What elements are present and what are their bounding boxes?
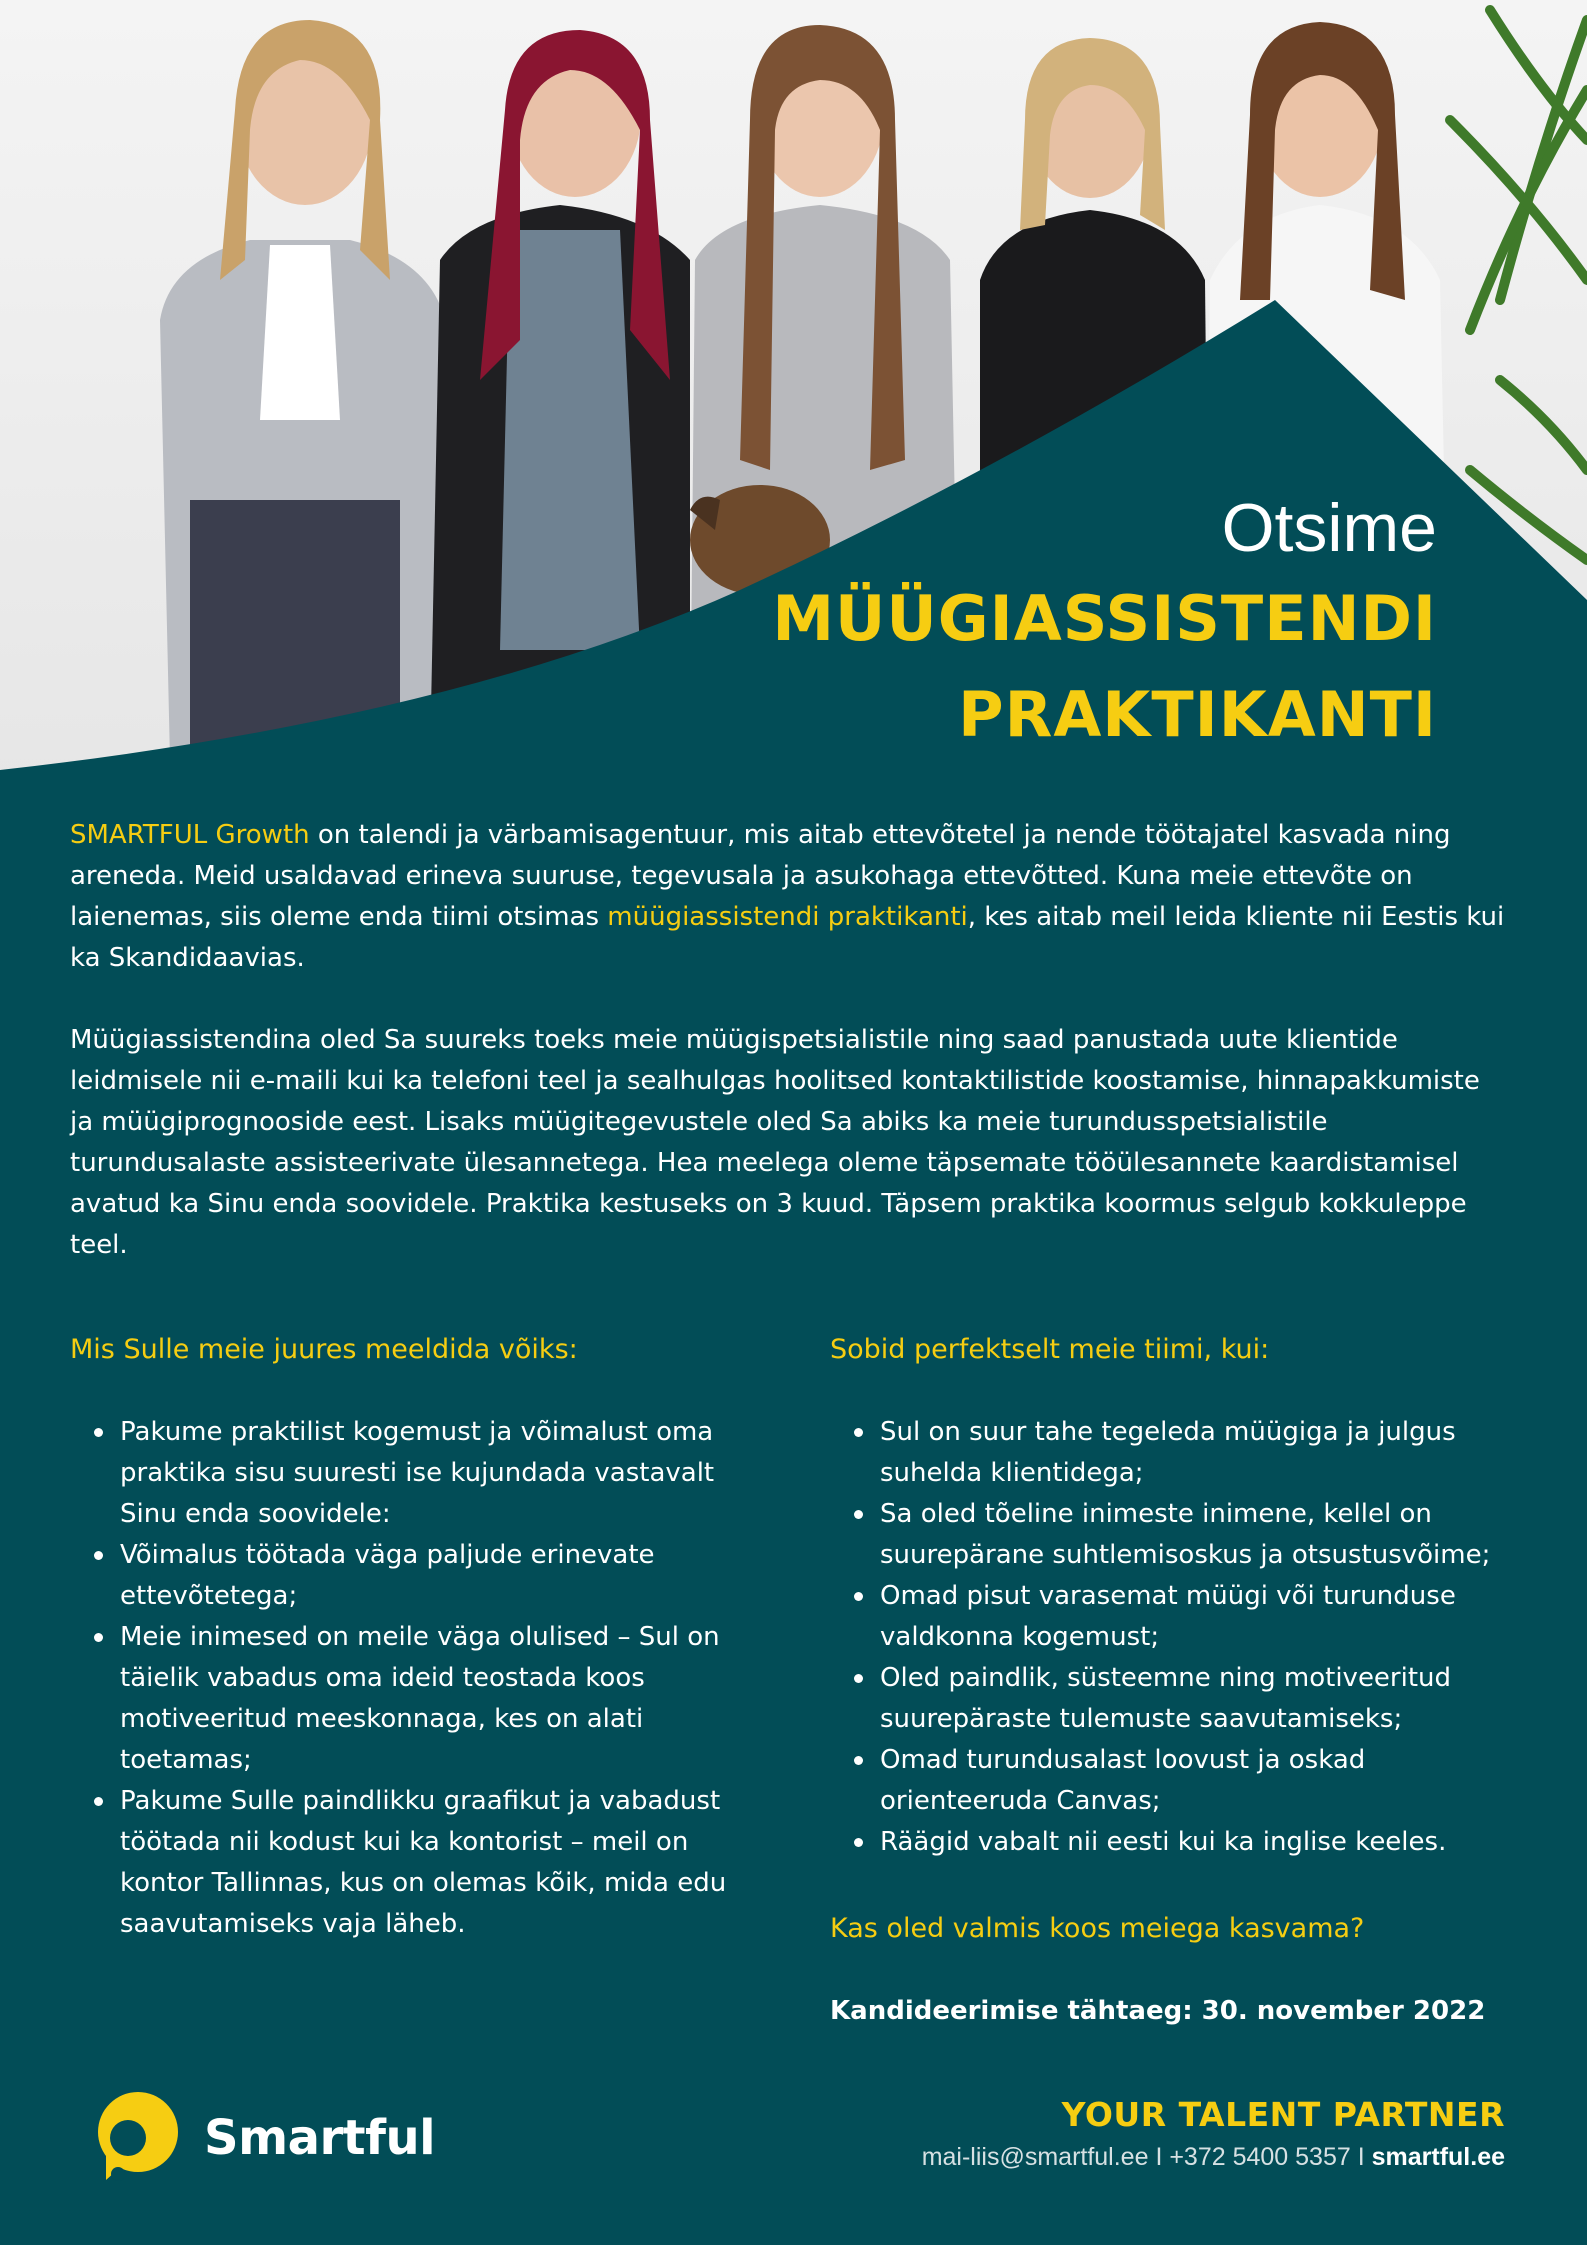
list-item: Omad pisut varasemat müügi või turunduse valdkonna kogemust; (880, 1576, 1530, 1658)
list-item: Sa oled tõeline inimeste inimene, kellel on suurepärane suhtlemisoskus ja otsustusvõime; (880, 1494, 1530, 1576)
application-deadline: Kandideerimise tähtaeg: 30. november 2022 (830, 1996, 1486, 2026)
list-item: Meie inimesed on meile väga olulised – Sul on täielik vabadus oma ideid teostada koos motiveeritud meeskonnaga, kes on alati toetamas; (120, 1617, 770, 1781)
headline-line-1: MÜÜGIASSISTENDI (772, 582, 1437, 655)
contact-line (922, 2137, 1505, 2177)
intro-text (70, 815, 1510, 1307)
headline-line-2: PRAKTIKANTI (958, 678, 1437, 751)
list-item: Pakume praktilist kogemust ja võimalust oma praktika sisu suuresti ise kujundada vastavalt Sinu enda soovidele: (120, 1412, 770, 1535)
benefits-column (70, 1328, 770, 1945)
benefits-title: Mis Sulle meie juures meeldida võiks: (70, 1334, 578, 1365)
list-item: Omad turundusalast loovust ja oskad orienteeruda Canvas; (880, 1740, 1530, 1822)
benefits-list (70, 1412, 770, 1945)
footer-contact (922, 2093, 1505, 2177)
intro-text-b: , kes aitab meil leida kliente nii Eestis kui ka Skandidaavias. (70, 902, 1505, 973)
logo-text: Smartful (204, 2110, 436, 2166)
requirements-column (830, 1328, 1530, 2032)
headline (772, 485, 1437, 763)
list-item: Võimalus töötada väga paljude erinevate ettevõtetega; (120, 1535, 770, 1617)
contact-details: mai-liis@smartful.ee I +372 5400 5357 I (921, 2143, 1372, 2171)
intro-paragraph-2: Müügiassistendina oled Sa suureks toeks meie müügispetsialistile ning saad panustada uute klientide leidmisele nii e-maili kui ka telefoni teel ja sealhulgas hoolitsed kontaktilistide koostamise, hinnapakkumiste ja müügiprognooside eest. Lisaks müügitegevustele oled Sa abiks ka meie turundusspetsialistile turundusalaste assisteerivate ülesannetega. Hea meelega oleme täpsemate tööülesannete kaardistamisel avatud ka Sinu enda soovidele. Praktika kestuseks on 3 kuud. Täpsem praktika koormus selgub kokkuleppe teel. (70, 1025, 1480, 1260)
brand-name: SMARTFUL Growth (70, 820, 310, 850)
list-item: Sul on suur tahe tegeleda müügiga ja julgus suhelda klientidega; (880, 1412, 1530, 1494)
requirements-list (830, 1412, 1530, 1863)
list-item: Oled paindlik, süsteemne ning motiveeritud suurepäraste tulemuste saavutamiseks; (880, 1658, 1530, 1740)
hero-section (0, 0, 1587, 800)
intro-paragraph-1 (70, 815, 1510, 979)
requirements-title: Sobid perfektselt meie tiimi, kui: (830, 1334, 1270, 1365)
website-link[interactable]: smartful.ee (1371, 2143, 1505, 2171)
smartful-logo (92, 2092, 435, 2184)
list-item: Pakume Sulle paindlikku graafikut ja vabadust töötada nii kodust kui ka kontorist – meil on kontor Tallinnas, kus on olemas kõik, mida edu saavutamiseks vaja läheb. (120, 1781, 770, 1945)
smartful-logo-icon (92, 2092, 184, 2184)
list-item: Räägid vabalt nii eesti kui ka inglise keeles. (880, 1822, 1530, 1863)
tagline: YOUR TALENT PARTNER (1061, 2095, 1505, 2134)
cta-title: Kas oled valmis koos meiega kasvama? (830, 1913, 1365, 1944)
role-highlight: müügiassistendi praktikanti (607, 902, 968, 932)
intro-text-a: on talendi ja värbamisagentuur, mis aitab ettevõtetel ja nende töötajatel kasvada ning areneda. Meid usaldavad erineva suuruse, tegevusala ja asukohaga ettevõtted. Kuna meie ettevõte on laienemas, siis oleme enda tiimi otsimas (70, 820, 1451, 932)
call-to-action (830, 1907, 1530, 2032)
headline-small: Otsime (1221, 490, 1437, 566)
